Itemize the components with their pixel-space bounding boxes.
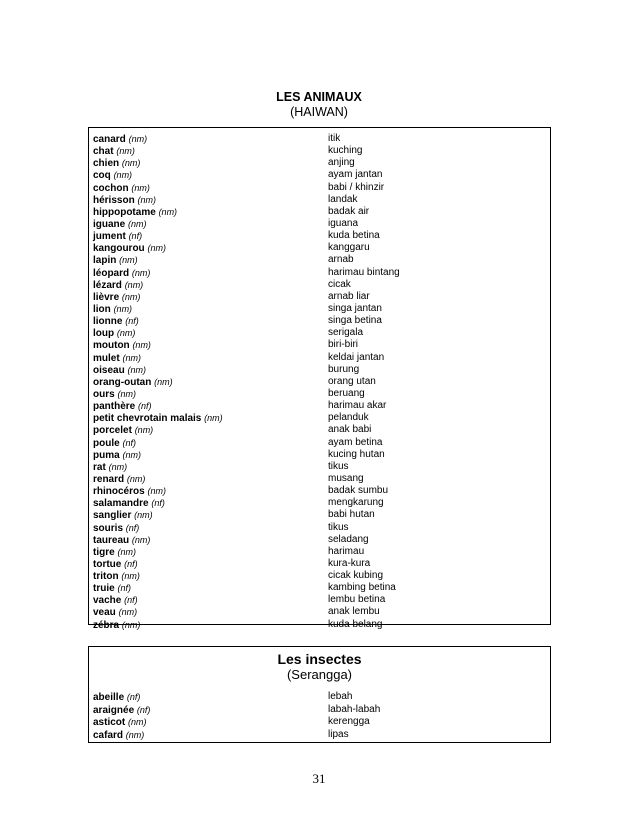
french-word: puma [93, 449, 120, 461]
gender-tag: (nm) [137, 194, 156, 205]
french-word: panthère [93, 401, 136, 413]
malay-translation: kuda betina [328, 230, 380, 242]
french-word: orang-outan [93, 376, 152, 388]
gender-tag: (nm) [134, 510, 153, 521]
vocab-row [93, 716, 548, 729]
malay-translation: musang [328, 472, 364, 484]
french-word: abeille [93, 692, 125, 703]
vocab-row [93, 303, 548, 315]
gender-tag: (nm) [124, 279, 144, 290]
malay-translation: badak air [328, 205, 370, 217]
vocab-row [93, 424, 548, 436]
french-word: araignée [93, 704, 135, 716]
malay-translation: cicak [328, 278, 351, 290]
french-word: poule [93, 437, 120, 449]
french-word: ours [93, 388, 115, 400]
vocab-row [93, 412, 548, 424]
malay-translation: badak sumbu [328, 485, 389, 497]
french-word: lionne [93, 316, 123, 328]
vocab-row [93, 729, 548, 742]
page-subtitle: (HAIWAN) [290, 105, 348, 119]
french-word: jument [93, 231, 126, 243]
page-number: 31 [312, 771, 326, 786]
vocab-row [93, 558, 548, 570]
french-word: souris [93, 522, 124, 534]
gender-tag: (nm) [204, 413, 223, 424]
french-word: hippopotame [93, 206, 156, 218]
vocab-row [93, 461, 548, 473]
vocab-row [93, 145, 548, 157]
insects-section-subtitle: (Serangga) [286, 667, 353, 682]
french-word: canard [93, 134, 126, 145]
gender-tag: (nf) [151, 498, 165, 509]
french-word: mouton [93, 340, 130, 352]
malay-translation: anak lembu [328, 606, 380, 618]
vocab-row [93, 570, 548, 582]
malay-translation: singa betina [328, 315, 382, 327]
vocab-row [93, 400, 548, 412]
gender-tag: (nm) [128, 134, 148, 144]
gender-tag: (nm) [121, 619, 141, 630]
vocab-row [93, 339, 548, 351]
gender-tag: (nm) [119, 255, 138, 266]
vocab-row [93, 206, 548, 218]
malay-translation: arnab liar [328, 290, 370, 302]
vocab-row [93, 534, 548, 546]
gender-tag: (nf) [128, 231, 143, 242]
french-word: chat [93, 146, 114, 158]
vocab-row [93, 546, 548, 558]
vocab-row [93, 133, 548, 145]
gender-tag: (nm) [113, 303, 133, 314]
vocab-row [93, 315, 548, 327]
gender-tag: (nm) [132, 340, 151, 351]
gender-tag: (nm) [134, 425, 154, 436]
french-term [93, 619, 140, 632]
malay-translation: kanggaru [328, 242, 370, 254]
vocab-row [93, 157, 548, 169]
french-word: mulet [93, 352, 120, 364]
animals-vocabulary-table [88, 127, 551, 631]
french-word: triton [93, 571, 119, 583]
malay-translation: harimau akar [328, 400, 387, 412]
gender-tag: (nm) [122, 449, 141, 460]
page-title: LES ANIMAUX [276, 90, 362, 104]
vocab-row [93, 182, 548, 194]
malay-translation: lipas [328, 728, 349, 740]
french-term [93, 704, 150, 718]
gender-tag: (nm) [131, 267, 151, 278]
insects-list [93, 691, 548, 741]
french-word: loup [93, 328, 115, 340]
vocab-row [93, 230, 548, 242]
vocab-row [93, 169, 548, 181]
gender-tag: (nm) [125, 729, 145, 740]
gender-tag: (nf) [122, 437, 136, 448]
malay-translation: tikus [328, 521, 349, 533]
malay-translation: landak [328, 193, 358, 205]
gender-tag: (nm) [118, 607, 138, 618]
vocab-row [93, 497, 548, 509]
malay-translation: iguana [328, 217, 359, 229]
malay-translation: ayam betina [328, 436, 383, 448]
malay-translation: babi hutan [328, 509, 375, 521]
french-term [93, 691, 140, 705]
french-word: chien [93, 158, 120, 170]
malay-translation: cicak kubing [328, 570, 384, 582]
malay-translation: ayam jantan [328, 169, 383, 181]
malay-translation: mengkarung [328, 497, 384, 509]
french-word: hérisson [93, 194, 135, 206]
french-word: zébra [93, 619, 120, 631]
gender-tag: (nm) [117, 546, 136, 557]
french-word: salamandre [93, 498, 149, 510]
vocab-row [93, 509, 548, 521]
malay-translation: lebah [328, 691, 353, 702]
vocab-row [93, 364, 548, 376]
french-word: truie [93, 583, 115, 595]
vocab-row [93, 522, 548, 534]
malay-translation: kerengga [328, 716, 370, 727]
malay-translation: kura-kura [328, 557, 371, 569]
malay-translation: orang utan [328, 375, 376, 387]
french-word: rat [93, 461, 106, 473]
gender-tag: (nf) [126, 692, 141, 702]
french-word: tigre [93, 546, 115, 558]
malay-translation: kucing hutan [328, 448, 385, 460]
insects-section-title: Les insectes [277, 651, 362, 667]
vocab-row [93, 254, 548, 266]
vocab-row [93, 291, 548, 303]
french-word: tortue [93, 558, 122, 570]
vocab-row [93, 473, 548, 485]
vocab-row [93, 704, 548, 717]
gender-tag: (nm) [116, 328, 136, 339]
gender-tag: (nm) [128, 218, 147, 229]
malay-translation: lembu betina [328, 594, 386, 606]
gender-tag: (nf) [136, 704, 151, 715]
french-term [93, 716, 147, 730]
french-word: lapin [93, 255, 117, 267]
malay-translation: anak babi [328, 424, 372, 436]
malay-translation: singa jantan [328, 302, 382, 314]
vocab-row [93, 485, 548, 497]
insects-vocabulary-table [88, 646, 551, 743]
vocab-row [93, 582, 548, 594]
animals-list [93, 133, 548, 631]
french-word: petit chevrotain malais [93, 413, 202, 425]
vocab-row [93, 619, 548, 631]
french-word: lièvre [93, 291, 120, 303]
french-word: coq [93, 170, 111, 182]
gender-tag: (nm) [147, 486, 166, 497]
french-word: taureau [93, 534, 130, 546]
french-word: porcelet [93, 425, 132, 437]
french-word: lézard [93, 279, 122, 291]
malay-translation: kambing betina [328, 582, 396, 594]
gender-tag: (nm) [147, 243, 166, 254]
gender-tag: (nm) [116, 146, 135, 157]
vocab-row [93, 388, 548, 400]
gender-tag: (nm) [128, 717, 147, 727]
malay-translation: harimau bintang [328, 266, 400, 278]
gender-tag: (nf) [124, 595, 138, 606]
gender-tag: (nm) [131, 182, 150, 193]
gender-tag: (nm) [113, 170, 133, 181]
french-word: lion [93, 303, 111, 315]
gender-tag: (nm) [127, 364, 146, 375]
french-word: veau [93, 607, 116, 619]
gender-tag: (nm) [121, 158, 141, 169]
vocab-row [93, 218, 548, 230]
gender-tag: (nf) [125, 316, 139, 327]
vocab-row [93, 267, 548, 279]
gender-tag: (nm) [158, 206, 178, 217]
vocab-row [93, 327, 548, 339]
vocab-row [93, 606, 548, 618]
malay-translation: pelanduk [328, 412, 369, 424]
gender-tag: (nm) [122, 352, 141, 363]
french-word: rhinocéros [93, 486, 145, 498]
malay-translation: keldai jantan [328, 351, 385, 363]
vocab-row [93, 594, 548, 606]
vocab-row [93, 449, 548, 461]
malay-translation: biri-biri [328, 339, 358, 351]
gender-tag: (nm) [121, 571, 140, 582]
malay-translation: burung [328, 363, 360, 375]
malay-translation: beruang [328, 387, 365, 399]
malay-translation: serigala [328, 327, 364, 339]
vocab-row [93, 279, 548, 291]
french-term [93, 729, 144, 743]
gender-tag: (nm) [117, 388, 136, 399]
vocab-row [93, 376, 548, 388]
gender-tag: (nf) [138, 401, 152, 412]
gender-tag: (nf) [125, 522, 140, 533]
french-word: iguane [93, 218, 126, 230]
malay-translation: seladang [328, 533, 369, 545]
malay-translation: kuching [328, 145, 363, 157]
malay-translation: arnab [328, 254, 354, 266]
gender-tag: (nf) [117, 583, 131, 594]
malay-translation: kuda belang [328, 618, 383, 630]
vocab-row [93, 242, 548, 254]
vocab-row [93, 352, 548, 364]
gender-tag: (nm) [126, 473, 146, 484]
malay-translation: babi / khinzir [328, 181, 385, 193]
french-word: kangourou [93, 243, 145, 255]
malay-translation: labah-labah [328, 703, 381, 715]
french-word: cafard [93, 729, 124, 741]
malay-translation: harimau [328, 545, 365, 557]
vocab-row [93, 194, 548, 206]
vocab-row [93, 437, 548, 449]
malay-translation: itik [328, 133, 341, 144]
french-word: léopard [93, 267, 130, 279]
gender-tag: (nm) [108, 461, 128, 472]
malay-translation: tikus [328, 460, 349, 472]
vocab-row [93, 691, 548, 704]
gender-tag: (nm) [154, 376, 173, 387]
french-word: renard [93, 473, 125, 485]
french-word: oiseau [93, 364, 125, 376]
gender-tag: (nf) [124, 558, 138, 569]
malay-translation: anjing [328, 157, 355, 169]
french-word: asticot [93, 717, 126, 728]
french-word: cochon [93, 182, 129, 194]
gender-tag: (nm) [121, 291, 141, 302]
french-word: sanglier [93, 510, 132, 522]
french-word: vache [93, 595, 122, 607]
gender-tag: (nm) [131, 534, 151, 545]
